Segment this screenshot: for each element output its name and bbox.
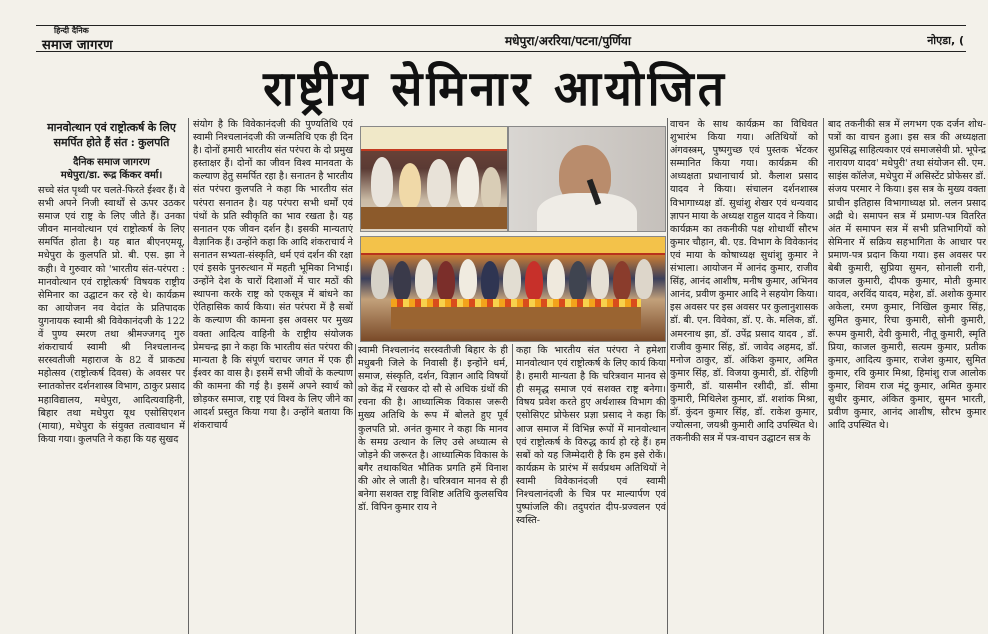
subheadline: मानवोत्थान एवं राष्ट्रोत्कर्ष के लिए समर्पित होते हैं संत : कुलपति bbox=[47, 121, 176, 149]
person bbox=[569, 261, 587, 301]
person bbox=[525, 261, 543, 301]
person bbox=[457, 157, 479, 209]
column-divider bbox=[512, 344, 513, 634]
column-2: संयोग है कि विवेकानंदजी की पुण्यतिथि एवं स्वामी निश्चलानंदजी की जन्मतिथि एक ही दिन है। दोनों हमारी भारतीय संत परंपरा के दो प्रमुख हस्ताक्षर हैं। दोनों का जीवन विश्व मानवता के कल्याण हेतु समर्पित रहा है। सनातन है भारतीय संत परंपरा कुलपति ने कहा कि भारतीय संत परंपरा सनातन है। यह परंपरा सभी धर्मों एवं पंथों के प्रति स्वीकृति का भाव रखता है। यह सनातन एक जीवन दर्शन है। इसकी मान्यताएं वैज्ञानिक हैं। उन्होंने कहा कि आदि शंकराचार्य ने सनातन सभ्यता-संस्कृति, धर्म एवं दर्शन की रक्षा एवं इसके पुनरुत्थान में महती भूमिका निभाई। उन्होंने देश के चारों दिशाओं में चार मठों की स्थापना करके राष्ट्र को एकसूत्र में बांधने का ऐतिहासिक कार्य किया। संत परंपरा में है सबों के कल्याण की कामना इस अवसर पर मुख्य वक्ता आदित्य वाहिनी के राष्ट्रीय संयोजक प्रेमचन्द्र झा ने कहा कि भारतीय संत परंपरा की मान्यता है कि संपूर्ण चराचर जगत में एक ही ईश्वर का वास है। इसमें सभी जीवों के कल्याण की कामना की गई है। इसमें अपने स्वार्थ को छोड़कर समाज, राष्ट्र एवं विश्व के लिए जीने का आदर्श प्रस्तुत किया गया है। उन्होंने बताया कि शंकराचार्य bbox=[193, 119, 353, 432]
location-label: नोएडा, ( bbox=[927, 34, 964, 47]
person bbox=[481, 261, 499, 301]
dais-table bbox=[361, 207, 507, 229]
edition-label: मधेपुरा/अररिया/पटना/पुर्णिया bbox=[505, 34, 631, 48]
byline-agency: दैनिक समाज जागरण bbox=[73, 157, 150, 168]
person bbox=[547, 259, 565, 299]
column-divider bbox=[188, 118, 189, 634]
column-1 bbox=[38, 120, 185, 634]
speaker-photo bbox=[508, 126, 666, 232]
column-divider bbox=[667, 118, 668, 634]
publication-name: समाज जागरण bbox=[42, 38, 113, 53]
column-3: स्वामी निश्चलानंद सरस्वतीजी बिहार के ही मधुबनी जिले के निवासी हैं। इन्होंने धर्म, समाज, संस्कृति, दर्शन, विज्ञान आदि विषयों को केंद्र में रखकर दो सौ से अधिक ग्रंथों की रचना की है। आध्यात्मिक विकास जरूरी मुख्य अतिथि के रूप में बोलते हुए पूर्व कुलपति प्रो. अनंत कुमार ने कहा कि मानव के समग्र उत्थान के लिए उसे अध्यात्म से जोड़ने की जरूरत है। आध्यात्मिक विकास के बगैर तथाकथित भौतिक प्रगति हमें विनाश की ओर ले जाती है। चरित्रवान मानव से ही बनेगा सशक्त राष्ट्र विशिष्ट अतिथि कुलसचिव डॉ. विपिन कुमार राय ने bbox=[358, 345, 508, 514]
article-body bbox=[38, 118, 988, 634]
flower-garland bbox=[391, 299, 641, 307]
person bbox=[635, 259, 653, 299]
column-1-text: सच्चे संत पृथ्वी पर चलते-फिरते ईश्वर हैं। वे सभी अपने निजी स्वार्थों से ऊपर उठकर समाज एवं राष्ट्र के लिए जीते हैं। उनका जीवन मानवोत्थान एवं राष्ट्रोत्कर्ष के लिए समर्पित होता है। यह बात बीएनएमयू, मधेपुरा के कुलपति प्रो. बी. एस. झा ने कही। वे गुरुवार को 'भारतीय संत-परंपरा : मानवोत्थान एवं राष्ट्रोत्कर्ष' विषयक राष्ट्रीय सेमिनार का उद्घाटन कर रहे थे। कार्यक्रम का आयोजन नव वेदांत के प्रतिपादक युगनायक स्वामी श्री विवेकानंदजी के 122 वें पुण्य स्मरण तथा श्रीमज्जगद् गुरु शंकराचार्य स्वामी श्री निश्चलानन्द सरस्वतीजी महाराज के 82 वें प्राकट्य महोत्सव (राष्ट्रोत्कर्ष दिवस) के अवसर पर स्नातकोत्तर दर्शनशास्त्र विभाग, ठाकुर प्रसाद महाविद्यालय, मधेपुरा, आदित्यवाहिनी, बिहार तथा मधेपुरा यूथ एसोसिएशन (माया), मधेपुरा के संयुक्त तत्वावधान में किया गया। कुलपति ने कहा कि यह सुखद bbox=[38, 185, 185, 445]
person bbox=[371, 157, 393, 207]
byline bbox=[38, 156, 185, 182]
person bbox=[437, 261, 455, 301]
person bbox=[591, 259, 609, 299]
person bbox=[371, 259, 389, 299]
person bbox=[399, 163, 421, 209]
group-banner bbox=[361, 237, 665, 255]
person bbox=[481, 167, 501, 211]
person bbox=[503, 259, 521, 299]
column-divider bbox=[823, 118, 824, 634]
column-4: कहा कि भारतीय संत परंपरा ने हमेशा मानवोत्थान एवं राष्ट्रोत्कर्ष के लिए कार्य किया है। हमारी मान्यता है कि चरित्रवान मानव से ही समृद्ध समाज एवं सशक्त राष्ट्र बनेगा। विषय प्रवेश करते हुए अर्थशास्त्र विभाग की एसोसिएट प्रोफेसर प्रज्ञा प्रसाद ने कहा कि आज समाज में विभिन्न रूपों में मानवोत्थान एवं राष्ट्रोत्कर्ष के विरुद्ध कार्य हो रहे हैं। हम सबों को यह जिम्मेदारी है कि हम इसे रोकें। कार्यक्रम के प्रारंभ में सर्वप्रथम अतिथियों ने स्वामी विवेकानंदजी एवं स्वामी निश्चलानंदजी के चित्र पर माल्यार्पण एवं पुष्पांजलि की। तदुपरांत दीप-प्रज्वलन एवं स्वस्ति- bbox=[516, 345, 666, 527]
person bbox=[427, 159, 451, 209]
column-6: बाद तकनीकी सत्र में लगभग एक दर्जन शोध-पत्रों का वाचन हुआ। इस सत्र की अध्यक्षता सुप्रसिद्ध साहित्यकार एवं समाजसेवी प्रो. भूपेन्द्र नारायण यादव' मधेपुरी' तथा संयोजन सी. एम. साइंस कॉलेज, मधेपुरा में असिस्टेंट प्रोफेसर डॉ. संजय परमार ने किया। इस सत्र के मुख्य वक्ता प्राचीन इतिहास विभागाध्यक्ष प्रो. ललन प्रसाद अद्री थे। समापन सत्र में प्रमाण-पत्र वितरित अंत में समापन सत्र में सभी प्रतिभागियों को सेमिनार में सक्रिय सहभागिता के आधार पर प्रमाण-पत्र प्रदान किया गया। इस अवसर पर बेबी कुमारी, सुप्रिया सुमन, सोनाली रानी, काजल कुमारी, दीपक कुमार, मोती कुमार यादव, अरविंद यादव, महेश, डॉ. अशोक कुमार अकेला, रमण कुमार, निखिल कुमार सिंह, सुमित कुमार, रिचा कुमारी, सोनी कुमारी, रूपम कुमारी, देवी कुमारी, नीतू कुमारी, स्मृति प्रिया, काजल कुमारी, सत्यम कुमार, प्रतीक कुमार, आदित्य कुमार, राजेश कुमार, सुमित कुमार, रवि कुमार मिश्रा, हिमांशु राज आलोक कुमार, शिवम राज मंटू कुमार, अमित कुमार सुधीर कुमार, अंकित कुमार, सुमन भारती, प्रवीण कुमार, आनंद आशीष, सौरभ कुमार आदि उपस्थित थे। bbox=[828, 119, 986, 432]
person bbox=[415, 259, 433, 299]
masthead bbox=[36, 25, 966, 52]
column-divider bbox=[355, 344, 356, 634]
stage-banner bbox=[361, 127, 507, 151]
seminar-dais-photo bbox=[360, 126, 508, 232]
speaker-kurta bbox=[537, 193, 637, 232]
publication-tagline: हिन्दी दैनिक bbox=[54, 26, 89, 35]
person bbox=[393, 261, 411, 301]
headline: राष्ट्रीय सेमिनार आयोजित bbox=[263, 59, 728, 117]
column-5: वाचन के साथ कार्यक्रम का विधिवत शुभारंभ किया गया। अतिथियों को अंगवस्त्रम्, पुष्पगुच्छ एवं पुस्तक भेंटकर सम्मानित किया गया। कार्यक्रम की अध्यक्षता प्रधानाचार्य प्रो. कैलाश प्रसाद यादव ने किया। संचालन दर्शनशास्त्र विभागाध्यक्ष डॉ. सुधांशु शेखर एवं धन्यवाद ज्ञापन माया के अध्यक्ष राहुल यादव ने किया। कार्यक्रम का तकनीकी पक्ष शोधार्थी सौरभ कुमार चौहान, बी. एड. विभाग के विवेकानंद एवं माया के कोषाध्यक्ष सुधांशु कुमार ने संभाला। आयोजन में आनंद कुमार, राजीव सिंह, आनंद आशीष, मनीष कुमार, अभिनव आनंद, प्रवीण कुमार आदि ने सहयोग किया। इस अवसर पर इस अवसर पर कुलानुशासक डॉ. बी. एन. विवेका, डॉ. ए. के. मलिक, डॉ. अमरनाथ झा, डॉ. उपेंद्र प्रसाद यादव , डॉ. राजीव कुमार सिंह, डॉ. जावेद अहमद, डॉ. मनोज ठाकुर, डॉ. अंकिश कुमार, अमित कुमार सिंह, डॉ. विजया कुमारी, डॉ. रोहिणी कुमारी, डॉ. यासमीन रशीदी, डॉ. सीमा कुमारी, मिथिलेश कुमार, डॉ. शशांक मिश्रा, डॉ. कुंदन कुमार सिंह, डॉ. राकेश कुमार, ज्योत्सना, जयश्री कुमारी आदि उपस्थित थे। तकनीकी सत्र में पत्र-वाचन उद्घाटन सत्र के bbox=[670, 119, 818, 445]
group-photo bbox=[360, 236, 666, 342]
person bbox=[613, 261, 631, 301]
byline-place: मधेपुरा/डा. रूद्र किंकर वर्मा। bbox=[60, 170, 163, 181]
person bbox=[459, 259, 477, 299]
